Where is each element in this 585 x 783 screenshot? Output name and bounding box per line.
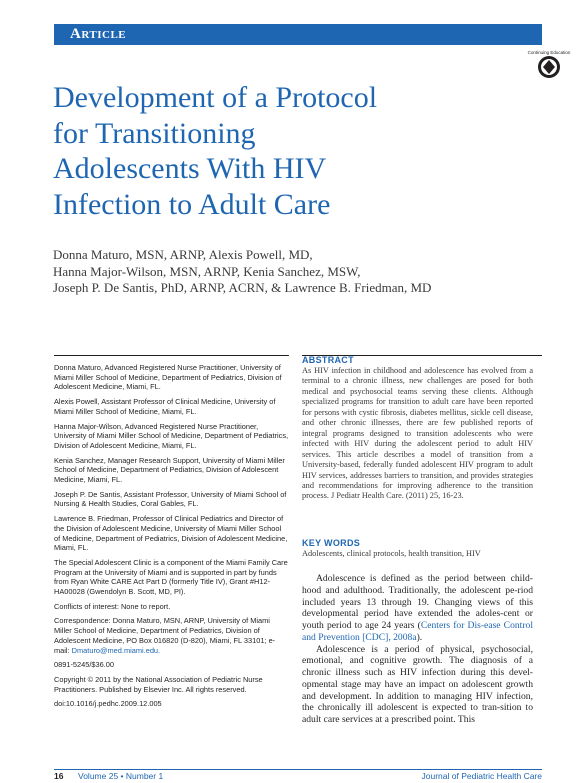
conflicts-note: Conflicts of interest: None to report.	[54, 601, 171, 611]
affiliation-item: Alexis Powell, Assistant Professor of Clinical Medicine, University of Miami Miller School of Medicine, Miami, FL.	[54, 397, 276, 416]
affiliation-item: Donna Maturo, Advanced Registered Nurse Practitioner, University of Miami Miller School of Medicine, Department of Pediatrics, Division of Adolescent Medicine, Miami, FL.	[54, 363, 282, 392]
author-list	[53, 247, 533, 297]
affiliation-item: Hanna Major-Wilson, Advanced Registered Nurse Practitioner, University of Miami Miller School of Medicine, Department of Pediatrics, Division of Adolescent Medicine, Miami, FL.	[54, 421, 289, 450]
author-line: Hanna Major-Wilson, MSN, ARNP, Kenia Sanchez, MSW,	[53, 263, 361, 279]
affiliations-rule	[54, 355, 289, 356]
title-line: Development of a Protocol	[53, 81, 378, 114]
copyright-note: Copyright © 2011 by the National Association of Pediatric Nurse Practitioners. Published by Elsevier Inc. All rights reserved.	[54, 674, 263, 694]
correspondence-email-link[interactable]: Dmaturo@med.miami.edu.	[71, 645, 161, 655]
body-text	[302, 573, 533, 726]
title-line: Infection to Adult Care	[53, 187, 331, 221]
affiliations-column	[54, 363, 289, 714]
title-line: for Transitioning	[53, 116, 256, 150]
issn-note: 0891-5245/$36.00	[54, 660, 115, 670]
affiliation-item: Kenia Sanchez, Manager Research Support, University of Miami Miller School of Medicine, Department of Pediatrics, Division of Adolescent Medicine, Miami, FL.	[54, 455, 285, 485]
article-title	[53, 80, 523, 222]
affiliation-item: Lawrence B. Friedman, Professor of Clinical Pediatrics and Director of the Division of Adolescent Medicine, University of Miami Miller School of Medicine, Department of Pediatrics, Division of Adolescent Medicine, Miami, FL.	[54, 514, 288, 553]
body-paragraph	[302, 573, 533, 644]
citation-link[interactable]: Centers for Dis-ease Control and Prevention [CDC], 2008a	[302, 620, 533, 643]
body-paragraph-text: Adolescence is defined as the period between child-hood and adulthood. Traditionally, the adolescent pe-riod included years 13 through 19. Changing views of this developmental period have extended the adoles-cent or youth period to age 24 years (	[302, 573, 533, 631]
body-paragraph: Adolescence is a period of physical, psychosocial, emotional, and cognitive growth. The diagnosis of a chronic illness such as HIV infection during this devel-opmental stage may have an impact on adolescent growth and development. In addition to managing HIV infection, the chronically ill adolescent is expected to tran-sition to adult care services at a prescribed point. This	[302, 643, 533, 725]
author-line: Donna Maturo, MSN, ARNP, Alexis Powell, MD,	[53, 247, 313, 262]
volume-issue: Volume 25 • Number 1	[78, 771, 164, 781]
journal-name: Journal of Pediatric Health Care	[421, 771, 542, 781]
article-type-label: Article	[70, 26, 127, 42]
correspondence-text: Correspondence: Donna Maturo, MSN, ARNP, University of Miami Miller School of Medicine, Department of Pediatrics, Division of Adolescent Medicine, PO Box 016820 (D-820), Miami, FL 33101; e-mail:	[54, 616, 276, 655]
article-type-band	[54, 24, 542, 45]
keywords-text: Adolescents, clinical protocols, health transition, HIV	[302, 549, 481, 558]
continuing-education-seal	[527, 48, 571, 82]
author-line: Joseph P. De Santis, PhD, ARNP, ACRN, & Lawrence B. Friedman, MD	[53, 280, 432, 295]
keywords-heading: KEY WORDS	[302, 538, 361, 548]
abstract-text: As HIV infection in childhood and adolescence has evolved from a terminal to a chronic illness, new challenges are posed for both medical and psychosocial teams serving these clients. Although specialized programs for transition to adult care have been reported for persons with cystic fibrosis, diabetes mellitus, sickle cell disease, and other chronic illnesses, there are few published reports of integral programs designed to transition adolescents who were infected with HIV during the adolescent period to adult HIV services. This article describes a model of transition from a University-based, federally funded adolescent HIV program to adult HIV services, addresses barriers to transition, and provides strategies and recommendations for improving adherence to the transition process. J Pediatr Health Care. (2011) 25, 16-23.	[302, 366, 533, 501]
page-number: 16	[54, 771, 64, 781]
seal-text: Continuing Education	[527, 50, 571, 55]
footer-rule	[54, 769, 542, 770]
doi-note[interactable]: doi:10.1016/j.pedhc.2009.12.005	[54, 699, 162, 709]
body-paragraph-end: ).	[416, 631, 423, 643]
funding-note: The Special Adolescent Clinic is a component of the Miami Family Care Program at the University of Miami and is supported in part by funds from Ryan White CARE Act Part D (formerly Title IV), Grant #H12-HA00028 (Gwendolyn B. Scott, MD, PI).	[54, 557, 288, 597]
abstract-heading: ABSTRACT	[302, 355, 354, 365]
affiliation-item: Joseph P. De Santis, Assistant Professor, University of Miami School of Nursing & Health Studies, Coral Gables, FL.	[54, 489, 287, 509]
correspondence-note	[54, 616, 289, 655]
title-line: Adolescents With HIV	[53, 152, 327, 185]
